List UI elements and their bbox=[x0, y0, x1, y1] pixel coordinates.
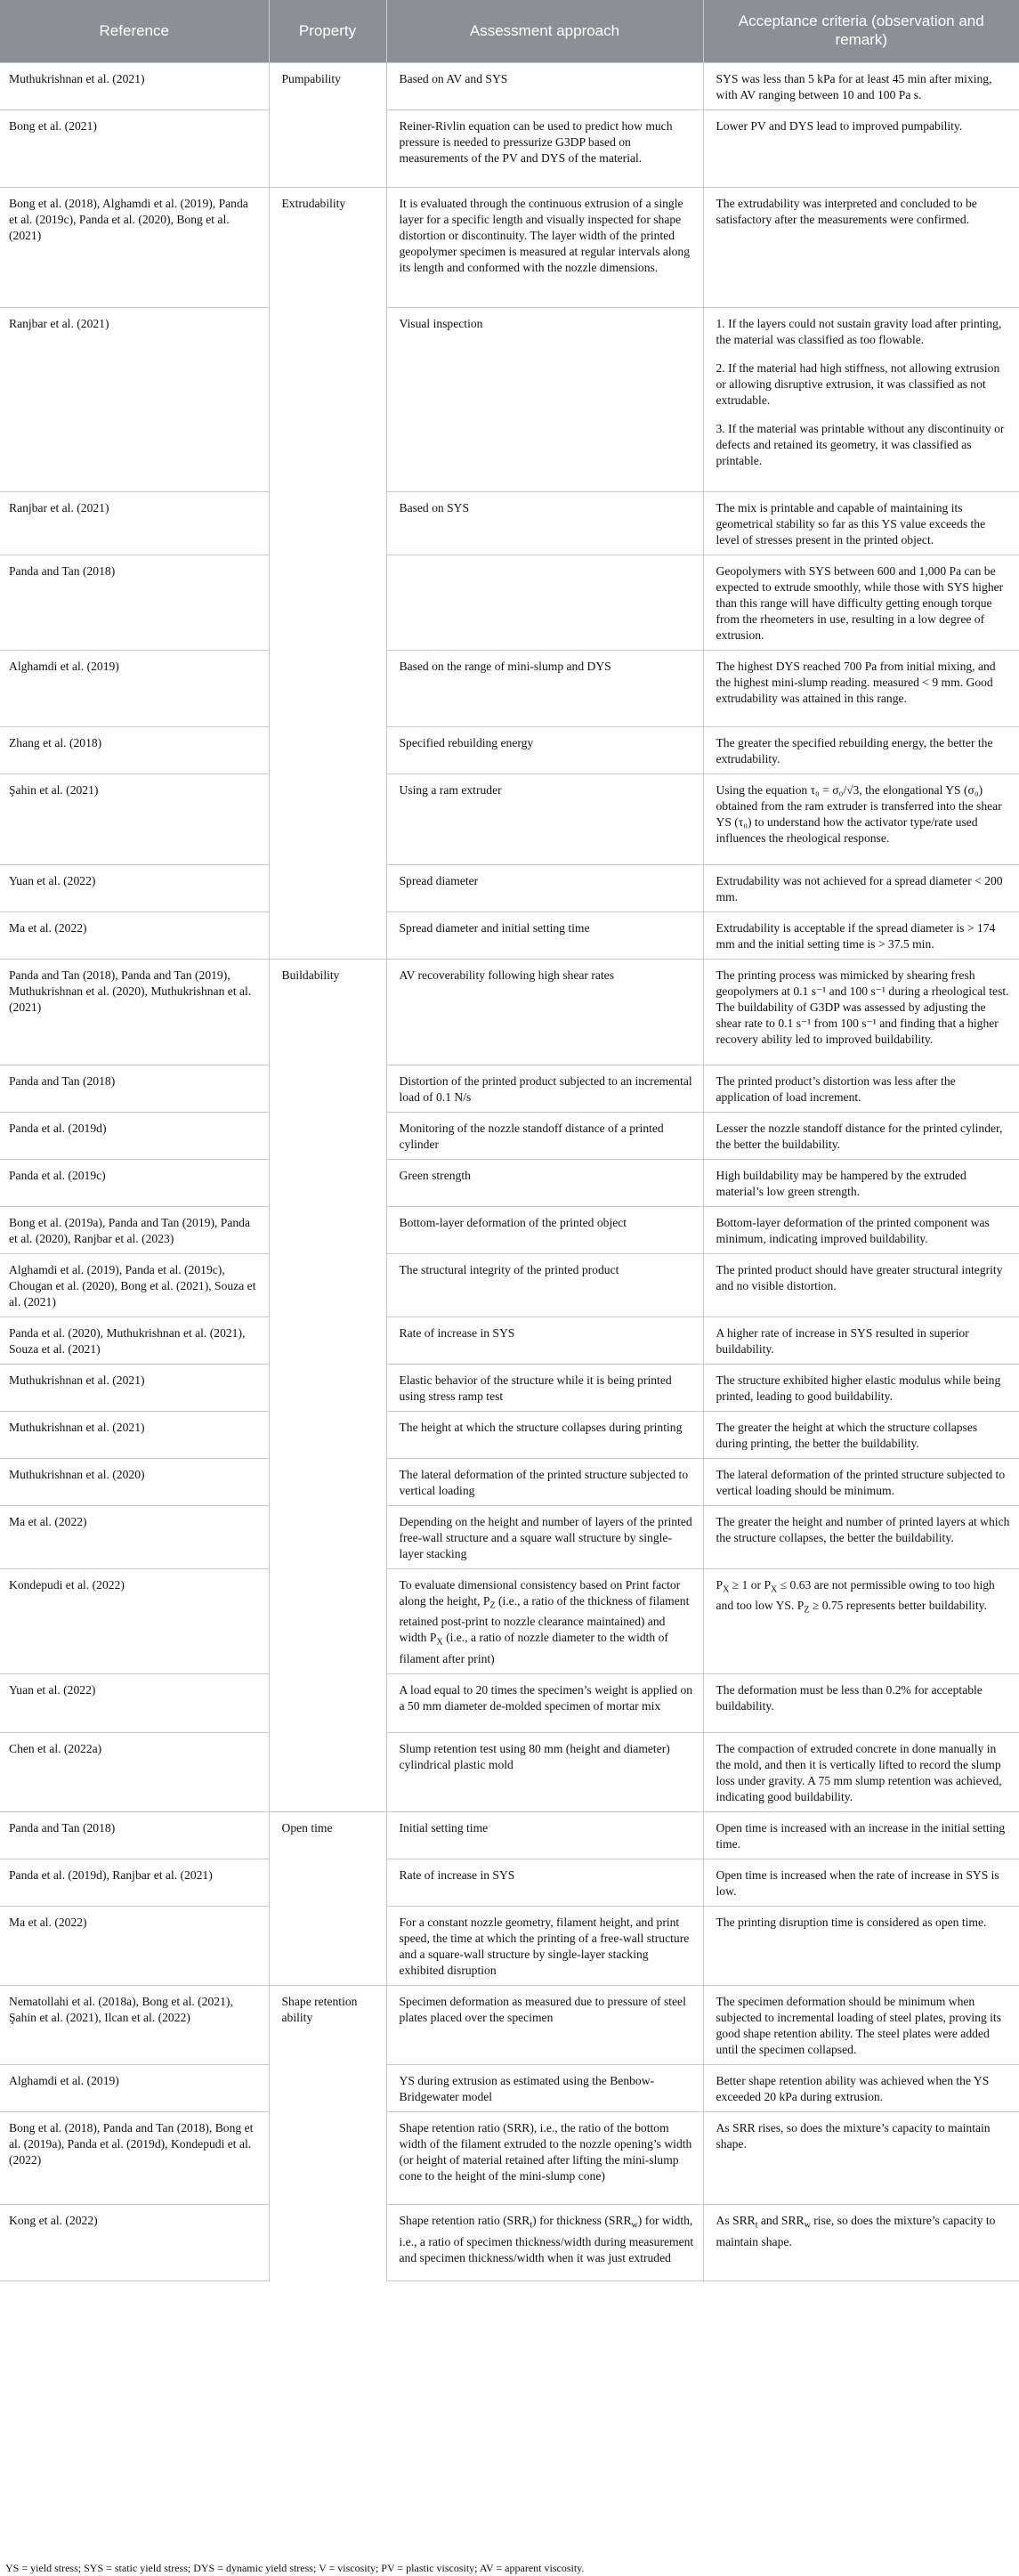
reference-cell: Panda et al. (2020), Muthukrishnan et al. (2021), Souza et al. (2021) bbox=[0, 1316, 269, 1364]
criteria-paragraph: The greater the height and number of printed layers at which the structure collapses, the better the buildability. bbox=[716, 1514, 1010, 1544]
table-row bbox=[0, 1065, 1019, 1112]
acceptance-criteria-cell bbox=[703, 307, 1019, 491]
assessment-approach-cell: The structural integrity of the printed product bbox=[386, 1253, 703, 1316]
table-row bbox=[0, 1411, 1019, 1458]
assessment-approach-cell: Depending on the height and number of layers of the printed free-wall structure and a square wall structure by single-layer stacking bbox=[386, 1505, 703, 1568]
assessment-approach-cell: Based on SYS bbox=[386, 491, 703, 555]
acceptance-criteria-cell bbox=[703, 2204, 1019, 2280]
criteria-paragraph: A higher rate of increase in SYS resulted in superior buildability. bbox=[716, 1325, 969, 1356]
reference-cell: Muthukrishnan et al. (2021) bbox=[0, 1364, 269, 1411]
table-header-row bbox=[0, 0, 1019, 62]
table-row bbox=[0, 1458, 1019, 1505]
criteria-paragraph: The greater the height at which the structure collapses during printing, the better the buildability. bbox=[716, 1420, 978, 1450]
reference-cell: Nematollahi et al. (2018a), Bong et al. (2021), Şahin et al. (2021), Ilcan et al. (2022) bbox=[0, 1985, 269, 2064]
acceptance-criteria-cell bbox=[703, 1505, 1019, 1568]
reference-cell: Alghamdi et al. (2019), Panda et al. (2019c), Chougan et al. (2020), Bong et al. (2021), Souza et al. (2021) bbox=[0, 1253, 269, 1316]
table-row bbox=[0, 650, 1019, 726]
criteria-paragraph: High buildability may be hampered by the extruded material’s low green strength. bbox=[716, 1168, 966, 1198]
reference-cell: Bong et al. (2021) bbox=[0, 109, 269, 187]
table-row bbox=[0, 774, 1019, 864]
table-body bbox=[0, 62, 1019, 2280]
table-row bbox=[0, 307, 1019, 491]
property-cell: Extrudability bbox=[269, 187, 386, 959]
criteria-paragraph: 3. If the material was printable without any discontinuity or defects and retained its geometry, it was classified as printable. bbox=[716, 421, 1005, 467]
assessment-approach-cell: It is evaluated through the continuous extrusion of a single layer for a specific length and visually inspected for shape distortion or discontinuity. The layer width of the printed geopolymer specimen is measured at regular intervals along its length and conformed with the nozzle dimensions. bbox=[386, 187, 703, 307]
property-cell: Shape retention ability bbox=[269, 1985, 386, 2280]
criteria-paragraph: Lesser the nozzle standoff distance for the printed cylinder, the better the buildability. bbox=[716, 1121, 1003, 1151]
acceptance-criteria-cell bbox=[703, 1732, 1019, 1811]
acceptance-criteria-cell bbox=[703, 1411, 1019, 1458]
criteria-paragraph: As $SRR_t$ and $SRR_w$ rise, so does the mixture’s capacity to maintain shape. bbox=[716, 2213, 996, 2248]
assessment-approach-cell: To evaluate dimensional consistency based on Print factor along the height, $P_Z$ (i.e., a ratio of the thickness of filament retained post-print to nozzle clearance maintained) and width $P_X$ (i.e., a ratio of nozzle diameter to the width of filament after print) bbox=[386, 1568, 703, 1673]
table-row bbox=[0, 2111, 1019, 2204]
table-row bbox=[0, 1568, 1019, 1673]
assessment-approach-cell: Elastic behavior of the structure while it is being printed using stress ramp test bbox=[386, 1364, 703, 1411]
acceptance-criteria-cell bbox=[703, 774, 1019, 864]
acceptance-criteria-cell bbox=[703, 1985, 1019, 2064]
acceptance-criteria-cell bbox=[703, 726, 1019, 774]
assessment-approach-cell: Visual inspection bbox=[386, 307, 703, 491]
table-row bbox=[0, 911, 1019, 959]
table-row bbox=[0, 1732, 1019, 1811]
table-row bbox=[0, 2064, 1019, 2111]
criteria-paragraph: The mix is printable and capable of maintaining its geometrical stability so far as this YS value exceeds the level of stresses present in the printed object. bbox=[716, 500, 986, 547]
assessment-approach-cell: Using a ram extruder bbox=[386, 774, 703, 864]
acceptance-criteria-cell bbox=[703, 1316, 1019, 1364]
reference-cell: Muthukrishnan et al. (2020) bbox=[0, 1458, 269, 1505]
acceptance-criteria-cell bbox=[703, 187, 1019, 307]
table-row bbox=[0, 1985, 1019, 2064]
table-row bbox=[0, 555, 1019, 650]
criteria-paragraph: The printed product’s distortion was less after the application of load increment. bbox=[716, 1073, 956, 1104]
reference-cell: Panda et al. (2019d) bbox=[0, 1112, 269, 1159]
reference-cell: Panda and Tan (2018) bbox=[0, 1065, 269, 1112]
header-acceptance-criteria: Acceptance criteria (observation and remark) bbox=[703, 0, 1019, 62]
acceptance-criteria-cell bbox=[703, 491, 1019, 555]
table-row bbox=[0, 1811, 1019, 1859]
table-row bbox=[0, 1159, 1019, 1206]
assessment-approach-cell: Based on the range of mini-slump and DYS bbox=[386, 650, 703, 726]
assessment-approach-cell: AV recoverability following high shear rates bbox=[386, 959, 703, 1065]
reference-cell: Kondepudi et al. (2022) bbox=[0, 1568, 269, 1673]
criteria-paragraph: Extrudability is acceptable if the spread diameter is > 174 mm and the initial setting time is > 37.5 min. bbox=[716, 920, 996, 951]
acceptance-criteria-cell bbox=[703, 864, 1019, 911]
reference-cell: Ma et al. (2022) bbox=[0, 1906, 269, 1985]
reference-cell: Ranjbar et al. (2021) bbox=[0, 307, 269, 491]
criteria-paragraph: As SRR rises, so does the mixture’s capacity to maintain shape. bbox=[716, 2120, 991, 2151]
table-row bbox=[0, 1505, 1019, 1568]
assessment-approach-cell: Initial setting time bbox=[386, 1811, 703, 1859]
table-row bbox=[0, 1206, 1019, 1253]
acceptance-criteria-cell bbox=[703, 109, 1019, 187]
reference-cell: Panda et al. (2019c) bbox=[0, 1159, 269, 1206]
reference-cell: Panda et al. (2019d), Ranjbar et al. (2021) bbox=[0, 1859, 269, 1906]
assessment-approach-cell: Green strength bbox=[386, 1159, 703, 1206]
reference-cell: Yuan et al. (2022) bbox=[0, 864, 269, 911]
reference-cell: Ranjbar et al. (2021) bbox=[0, 491, 269, 555]
acceptance-criteria-cell bbox=[703, 2064, 1019, 2111]
assessment-approach-cell: YS during extrusion as estimated using the Benbow-Bridgewater model bbox=[386, 2064, 703, 2111]
table-row bbox=[0, 1673, 1019, 1732]
assessment-approach-cell: A load equal to 20 times the specimen’s weight is applied on a 50 mm diameter de-molded specimen of mortar mix bbox=[386, 1673, 703, 1732]
criteria-paragraph: The structure exhibited higher elastic modulus while being printed, leading to good buildability. bbox=[716, 1373, 1001, 1403]
assessment-approach-cell: For a constant nozzle geometry, filament height, and print speed, the time at which the printing of a free-wall structure and a square-wall structure by single-layer stacking exhibited disruption bbox=[386, 1906, 703, 1985]
assessment-approach-cell: The lateral deformation of the printed structure subjected to vertical loading bbox=[386, 1458, 703, 1505]
table-row bbox=[0, 2204, 1019, 2280]
table-row bbox=[0, 959, 1019, 1065]
reference-cell: Bong et al. (2019a), Panda and Tan (2019), Panda et al. (2020), Ranjbar et al. (2023) bbox=[0, 1206, 269, 1253]
table-row bbox=[0, 726, 1019, 774]
table-row bbox=[0, 109, 1019, 187]
criteria-paragraph: Bottom-layer deformation of the printed component was minimum, indicating improved buildability. bbox=[716, 1215, 990, 1245]
table-row bbox=[0, 187, 1019, 307]
reference-cell: Panda and Tan (2018) bbox=[0, 1811, 269, 1859]
property-cell: Open time bbox=[269, 1811, 386, 1985]
table-row bbox=[0, 1859, 1019, 1906]
acceptance-criteria-cell bbox=[703, 1906, 1019, 1985]
assessment-approach-cell: Shape retention ratio $(SRR_t)$ for thickness $(SRR_w)$ for width, i.e., a ratio of specimen thickness/width during measurement and specimen thickness/width when it was just extruded bbox=[386, 2204, 703, 2280]
acceptance-criteria-cell bbox=[703, 1206, 1019, 1253]
criteria-paragraph: The extrudability was interpreted and concluded to be satisfactory after the measurements were confirmed. bbox=[716, 196, 977, 226]
assessment-approach-cell: Specimen deformation as measured due to pressure of steel plates placed over the specimen bbox=[386, 1985, 703, 2064]
assessment-approach-cell: Bottom-layer deformation of the printed object bbox=[386, 1206, 703, 1253]
assessment-approach-cell: Spread diameter bbox=[386, 864, 703, 911]
table-row bbox=[0, 1364, 1019, 1411]
acceptance-criteria-cell bbox=[703, 959, 1019, 1065]
assessment-approach-cell: Based on AV and SYS bbox=[386, 62, 703, 109]
reference-cell: Bong et al. (2018), Panda and Tan (2018), Bong et al. (2019a), Panda et al. (2019d), Kondepudi et al. (2022) bbox=[0, 2111, 269, 2204]
reference-cell: Alghamdi et al. (2019) bbox=[0, 650, 269, 726]
property-cell: Pumpability bbox=[269, 62, 386, 187]
criteria-paragraph: $P_X \ge 1$ or $P_X \le 0.63$ are not permissible owing to too high and too low YS. $P_Z \ge 0.75$ represents better buildability. bbox=[716, 1577, 995, 1616]
criteria-paragraph: Geopolymers with SYS between 600 and 1,000 Pa can be expected to extrude smoothly, while those with SYS higher than this range will have difficulty getting enough torque from the rheometers in use, resulting in a low degree of extrusion. bbox=[716, 563, 1004, 642]
assessment-approach-cell: Slump retention test using 80 mm (height and diameter) cylindrical plastic mold bbox=[386, 1732, 703, 1811]
acceptance-criteria-cell bbox=[703, 650, 1019, 726]
assessment-approach-cell: Monitoring of the nozzle standoff distance of a printed cylinder bbox=[386, 1112, 703, 1159]
assessment-approach-cell: Specified rebuilding energy bbox=[386, 726, 703, 774]
assessment-approach-cell: Shape retention ratio (SRR), i.e., the ratio of the bottom width of the filament extruded to the nozzle opening’s width (or height of material retained after lifting the mini-slump cone to the height of the mini-slump cone) bbox=[386, 2111, 703, 2204]
reference-cell: Muthukrishnan et al. (2021) bbox=[0, 62, 269, 109]
acceptance-criteria-cell bbox=[703, 1673, 1019, 1732]
reference-cell: Chen et al. (2022a) bbox=[0, 1732, 269, 1811]
table-row bbox=[0, 864, 1019, 911]
reference-cell: Panda and Tan (2018) bbox=[0, 555, 269, 650]
criteria-paragraph: The printed product should have greater structural integrity and no visible distortion. bbox=[716, 1262, 1003, 1292]
criteria-paragraph: The printing process was mimicked by shearing fresh geopolymers at 0.1 s⁻¹ and 100 s⁻¹ during a rheological test. The buildability of G3DP was assessed by adjusting the shear rate to 0.1 s⁻¹ from 100 s⁻¹ and finding that a higher recovery ability led to improved buildability. bbox=[716, 968, 1009, 1046]
table-row bbox=[0, 1112, 1019, 1159]
header-property: Property bbox=[269, 0, 386, 62]
table-row bbox=[0, 1906, 1019, 1985]
criteria-paragraph: Better shape retention ability was achieved when the YS exceeded 20 kPa during extrusion. bbox=[716, 2073, 990, 2103]
acceptance-criteria-cell bbox=[703, 911, 1019, 959]
assessment-approach-cell: Reiner-Rivlin equation can be used to predict how much pressure is needed to pressurize G3DP based on measurements of the PV and DYS of the material. bbox=[386, 109, 703, 187]
reference-cell: Yuan et al. (2022) bbox=[0, 1673, 269, 1732]
header-reference: Reference bbox=[0, 0, 269, 62]
criteria-paragraph: SYS was less than 5 kPa for at least 45 min after mixing, with AV ranging between 10 and 100 Pa s. bbox=[716, 71, 992, 101]
reference-cell: Panda and Tan (2018), Panda and Tan (2019), Muthukrishnan et al. (2020), Muthukrishnan et al. (2021) bbox=[0, 959, 269, 1065]
reference-cell: Bong et al. (2018), Alghamdi et al. (2019), Panda et al. (2019c), Panda et al. (2020), Bong et al. (2021) bbox=[0, 187, 269, 307]
reference-cell: Şahin et al. (2021) bbox=[0, 774, 269, 864]
criteria-paragraph: Open time is increased when the rate of increase in SYS is low. bbox=[716, 1867, 999, 1898]
criteria-paragraph: Using the equation τ₀ = σ₀/√3, the elongational YS (σ₀) obtained from the ram extruder is transferred into the shear YS (τ₀) to understand how the activator type/rate used influences the rheological response. bbox=[716, 782, 1002, 845]
assessment-approach-cell: Distortion of the printed product subjected to an incremental load of 0.1 N/s bbox=[386, 1065, 703, 1112]
acceptance-criteria-cell bbox=[703, 1159, 1019, 1206]
assessment-approach-cell: Spread diameter and initial setting time bbox=[386, 911, 703, 959]
criteria-paragraph: 2. If the material had high stiffness, not allowing extrusion or allowing disruptive extrusion, it was classified as not extrudable. bbox=[716, 360, 1000, 407]
criteria-paragraph: The lateral deformation of the printed structure subjected to vertical loading should be minimum. bbox=[716, 1467, 1006, 1497]
criteria-paragraph: The printing disruption time is considered as open time. bbox=[716, 1915, 987, 1929]
reference-cell: Ma et al. (2022) bbox=[0, 1505, 269, 1568]
acceptance-criteria-cell bbox=[703, 555, 1019, 650]
acceptance-criteria-cell bbox=[703, 1065, 1019, 1112]
acceptance-criteria-cell bbox=[703, 1811, 1019, 1859]
acceptance-criteria-cell bbox=[703, 62, 1019, 109]
acceptance-criteria-cell bbox=[703, 1568, 1019, 1673]
header-assessment-approach: Assessment approach bbox=[386, 0, 703, 62]
acceptance-criteria-cell bbox=[703, 1458, 1019, 1505]
criteria-paragraph: 1. If the layers could not sustain gravity load after printing, the material was classified as too flowable. bbox=[716, 316, 1002, 346]
footnote: YS = yield stress; SYS = static yield stress; DYS = dynamic yield stress; V = viscosity; PV = plastic viscosity; AV = apparent viscosity. bbox=[5, 2562, 585, 2574]
criteria-paragraph: Open time is increased with an increase in the initial setting time. bbox=[716, 1820, 1006, 1851]
acceptance-criteria-cell bbox=[703, 1253, 1019, 1316]
criteria-paragraph: Extrudability was not achieved for a spread diameter < 200 mm. bbox=[716, 873, 1003, 903]
criteria-paragraph: The specimen deformation should be minimum when subjected to incremental loading of steel plates, proving its good shape retention ability. The steel plates were added until the specimen collapsed. bbox=[716, 1994, 1002, 2056]
table-row bbox=[0, 491, 1019, 555]
criteria-paragraph: The greater the specified rebuilding energy, the better the extrudability. bbox=[716, 735, 993, 766]
reference-cell: Ma et al. (2022) bbox=[0, 911, 269, 959]
table-row bbox=[0, 62, 1019, 109]
acceptance-criteria-cell bbox=[703, 2111, 1019, 2204]
table-row bbox=[0, 1253, 1019, 1316]
reference-cell: Alghamdi et al. (2019) bbox=[0, 2064, 269, 2111]
criteria-paragraph: The highest DYS reached 700 Pa from initial mixing, and the highest mini-slump reading. measured < 9 mm. Good extrudability was attained in this range. bbox=[716, 659, 996, 705]
table-row bbox=[0, 1316, 1019, 1364]
assessment-approach-cell: The height at which the structure collapses during printing bbox=[386, 1411, 703, 1458]
criteria-paragraph: Lower PV and DYS lead to improved pumpability. bbox=[716, 118, 963, 133]
assessment-approach-cell bbox=[386, 555, 703, 650]
property-cell: Buildability bbox=[269, 959, 386, 1811]
reference-cell: Muthukrishnan et al. (2021) bbox=[0, 1411, 269, 1458]
criteria-paragraph: The deformation must be less than 0.2% for acceptable buildability. bbox=[716, 1682, 983, 1713]
reference-cell: Zhang et al. (2018) bbox=[0, 726, 269, 774]
reference-cell: Kong et al. (2022) bbox=[0, 2204, 269, 2280]
criteria-paragraph: The compaction of extruded concrete in done manually in the mold, and then it is vertically lifted to record the slump loss under gravity. A 75 mm slump retention was achieved, indicating good buildability. bbox=[716, 1741, 1002, 1803]
acceptance-criteria-cell bbox=[703, 1859, 1019, 1906]
acceptance-criteria-cell bbox=[703, 1364, 1019, 1411]
acceptance-criteria-cell bbox=[703, 1112, 1019, 1159]
assessment-approach-cell: Rate of increase in SYS bbox=[386, 1316, 703, 1364]
assessment-approach-cell: Rate of increase in SYS bbox=[386, 1859, 703, 1906]
